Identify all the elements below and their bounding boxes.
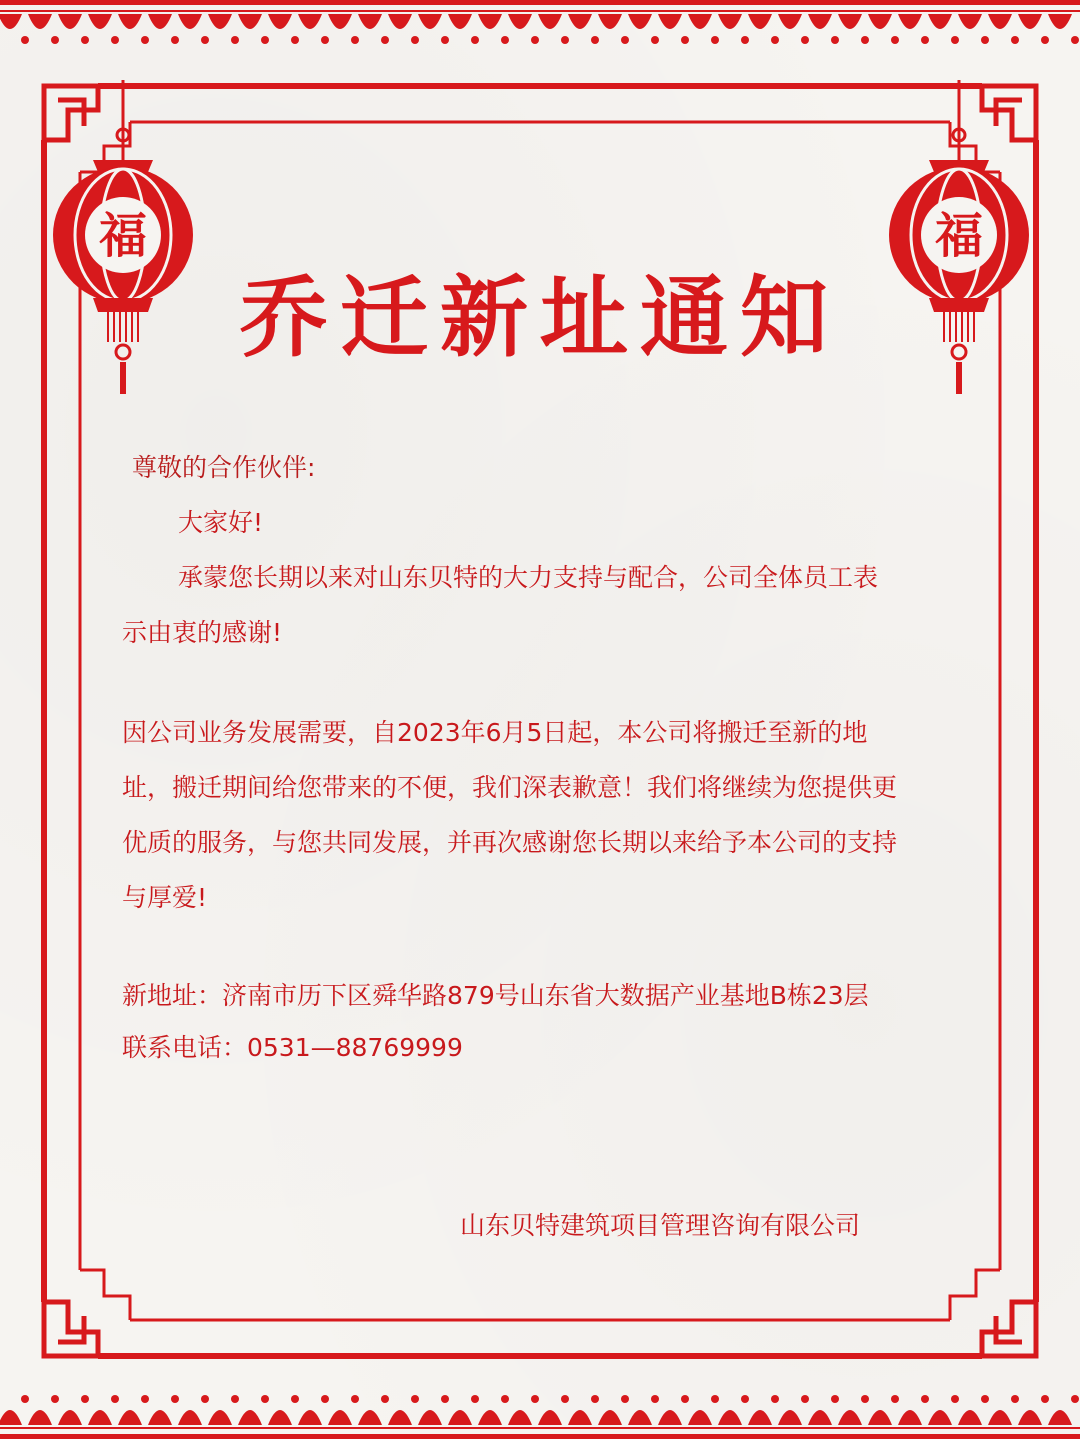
greeting: 尊敬的合作伙伴: [132,453,316,482]
thanks-paragraph [122,550,992,660]
relocation-line: 优质的服务，与您共同发展，并再次感谢您长期以来给予本公司的支持 [122,828,898,857]
lantern-left-character: 福 [98,208,148,264]
page-title: 乔迁新址通知 [239,266,840,369]
relocation-line: 址，搬迁期间给您带来的不便，我们深表歉意！我们将继续为您提供更 [122,773,898,802]
salutation: 大家好! [178,508,264,537]
new-address: 新地址：济南市历下区舜华路879号山东省大数据产业基地B栋23层 [122,981,869,1010]
lantern-right-character: 福 [934,208,984,264]
bottom-border-pattern [0,1381,1080,1439]
company-signature: 山东贝特建筑项目管理咨询有限公司 [460,1211,861,1240]
relocation-line: 因公司业务发展需要，自2023年6月5日起，本公司将搬迁至新的地 [122,718,868,747]
contact-phone: 联系电话：0531—88769999 [122,1033,463,1062]
thanks-line-1: 承蒙您长期以来对山东贝特的大力支持与配合，公司全体员工表 [178,563,879,592]
relocation-paragraph [122,705,1002,925]
top-border-pattern [0,0,1080,58]
relocation-line: 与厚爱! [122,883,208,912]
thanks-line-2: 示由衷的感谢! [122,618,283,647]
